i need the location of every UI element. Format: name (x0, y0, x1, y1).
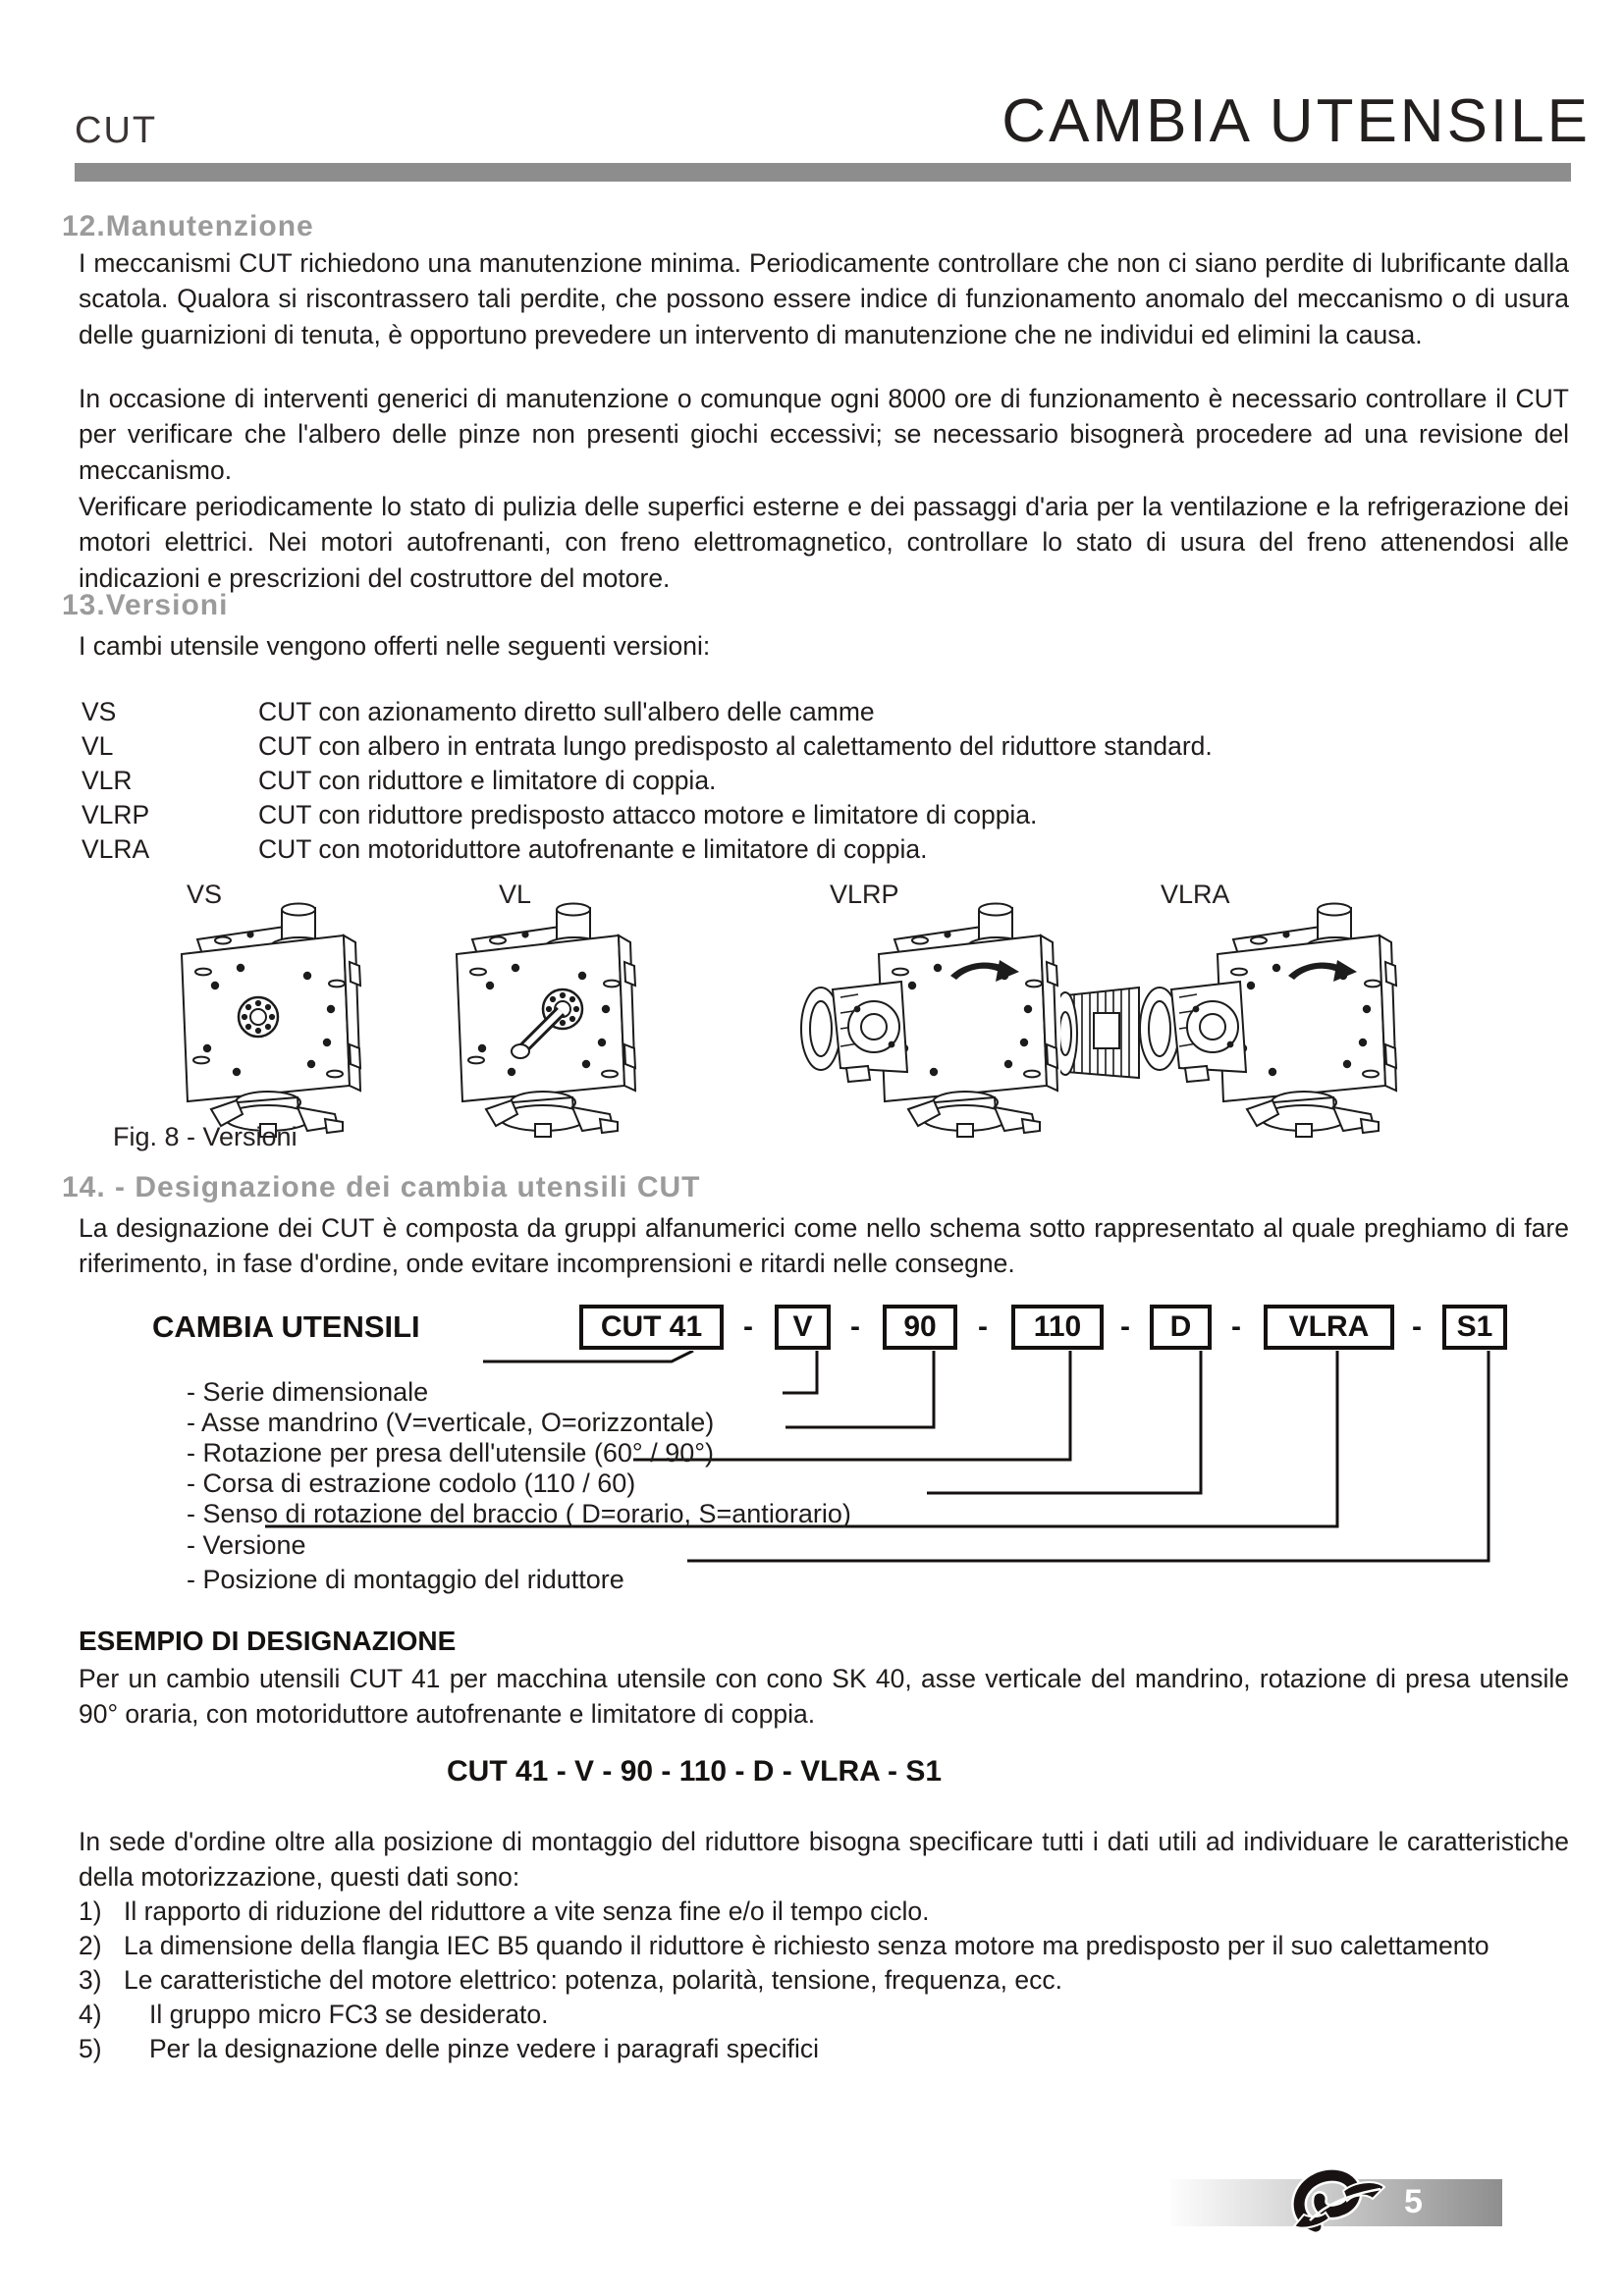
legend-asse-mandrino: - Asse mandrino (V=verticale, O=orizzontale) (187, 1408, 715, 1437)
list-item (81, 764, 1572, 798)
drawing-version-vlra (1060, 899, 1414, 1139)
designation-box-series: CUT 41 (579, 1305, 724, 1350)
version-desc: CUT con azionamento diretto sull'albero delle camme (258, 697, 875, 726)
maintenance-paragraph-1: I meccanismi CUT richiedono una manutenzione minima. Periodicamente controllare che non ci siano perdite di lubrificante dalla scatola. Qualora si riscontrassero tali perdite, che possono essere indice di funzionamento anomalo del meccanismo o di usura delle guarnizioni di tenuta, è opportuno prevedere un intervento di manutenzione che ne individui ed elimini la causa. (79, 248, 1569, 349)
figure-version-label-vs: VS (187, 880, 223, 909)
legend-versione: - Versione (187, 1530, 306, 1560)
section-heading-versioni: 13.Versioni (62, 589, 229, 621)
drawing-version-vl (417, 899, 682, 1139)
item-number: 3) (79, 1965, 102, 1995)
version-code: VLRP (81, 800, 150, 829)
designation-box-axis: V (775, 1305, 831, 1350)
list-item (79, 1963, 1569, 1998)
list-item (81, 798, 1572, 832)
item-number: 4) (79, 2000, 102, 2029)
example-body: Per un cambio utensili CUT 41 per macchina utensile con cono SK 40, asse verticale del mandrino, rotazione di presa utensile 90° oraria, con motoriduttore autofrenante e limitatore di coppia. (79, 1664, 1569, 1730)
page-title: CAMBIA UTENSILE (1001, 87, 1591, 155)
designation-separator: - (1120, 1310, 1130, 1343)
order-list (79, 1895, 1569, 2066)
version-desc: CUT con albero in entrata lungo predisposto al calettamento del riduttore standard. (258, 731, 1213, 761)
list-item (79, 1895, 1569, 1929)
figure-version-label-vlra: VLRA (1161, 880, 1230, 909)
designation-box-mounting: S1 (1442, 1305, 1507, 1350)
list-item (79, 1998, 1569, 2032)
footer-bar (1170, 2179, 1502, 2226)
figure-version-label-vlrp: VLRP (830, 880, 899, 909)
legend-senso-rotazione: - Senso di rotazione del braccio ( D=orario, S=antiorario) (187, 1499, 851, 1528)
list-item (79, 1929, 1569, 1963)
section-heading-manutenzione: 12.Manutenzione (62, 210, 314, 242)
list-item (81, 832, 1572, 867)
drawing-version-vlrp (785, 899, 1090, 1139)
page-number: 5 (1404, 2183, 1423, 2220)
header-product-code: CUT (75, 110, 158, 151)
list-item (81, 695, 1572, 729)
versions-list (81, 695, 1572, 867)
version-code: VS (81, 697, 117, 726)
legend-serie: - Serie dimensionale (187, 1377, 429, 1407)
designation-separator: - (1231, 1310, 1241, 1343)
designation-box-direction: D (1150, 1305, 1212, 1350)
version-code: VL (81, 731, 114, 761)
list-item (79, 2032, 1569, 2066)
item-text: Le caratteristiche del motore elettrico: potenza, polarità, tensione, frequenza, ecc. (124, 1965, 1063, 1995)
maintenance-paragraph-2: In occasione di interventi generici di manutenzione o comunque ogni 8000 ore di funzionamento è necessario controllare il CUT per verificare che l'albero delle pinze non presenti giochi eccessivi; se necessario bisognerà procedere ad una revisione del meccanismo. (79, 384, 1569, 485)
example-designation-code: CUT 41 - V - 90 - 110 - D - VLRA - S1 (447, 1755, 943, 1788)
designation-box-stroke: 110 (1011, 1305, 1104, 1350)
drawing-version-vs (142, 899, 407, 1139)
designation-separator: - (1412, 1310, 1422, 1343)
item-text: Il gruppo micro FC3 se desiderato. (149, 2000, 549, 2029)
designation-separator: - (850, 1310, 860, 1343)
designation-box-version: VLRA (1264, 1305, 1394, 1350)
versions-intro: I cambi utensile vengono offerti nelle seguenti versioni: (79, 631, 711, 661)
brand-logo-icon (1286, 2165, 1394, 2240)
order-intro: In sede d'ordine oltre alla posizione di montaggio del riduttore bisogna specificare tutti i dati utili ad individuare le caratteristiche della motorizzazione, questi dati sono: (79, 1827, 1569, 1893)
version-desc: CUT con riduttore predisposto attacco motore e limitatore di coppia. (258, 800, 1038, 829)
item-number: 2) (79, 1931, 102, 1960)
figure-caption: Fig. 8 - Versioni (113, 1122, 298, 1151)
designation-separator: - (743, 1310, 753, 1343)
header-rule (75, 163, 1571, 182)
example-heading: ESEMPIO DI DESIGNAZIONE (79, 1626, 457, 1656)
version-code: VLR (81, 766, 133, 795)
list-item (81, 729, 1572, 764)
maintenance-paragraph-3: Verificare periodicamente lo stato di pulizia delle superfici esterne e dei passaggi d'aria per la ventilazione e la refrigerazione dei motori elettrici. Nei motori autofrenanti, con freno elettromagnetico, controllare lo stato di usura del freno attenendosi alle indicazioni e prescrizioni del costruttore del motore. (79, 492, 1569, 593)
legend-rotazione: - Rotazione per presa dell'utensile (60° / 90°) (187, 1438, 715, 1468)
designation-box-rotation: 90 (883, 1305, 957, 1350)
item-number: 5) (79, 2034, 102, 2063)
designation-separator: - (978, 1310, 988, 1343)
version-desc: CUT con riduttore e limitatore di coppia. (258, 766, 717, 795)
designation-intro: La designazione dei CUT è composta da gruppi alfanumerici come nello schema sotto rappresentato al quale preghiamo di fare riferimento, in fase d'ordine, onde evitare incomprensioni e ritardi nelle consegne. (79, 1213, 1569, 1279)
legend-corsa: - Corsa di estrazione codolo (110 / 60) (187, 1468, 636, 1498)
version-desc: CUT con motoriduttore autofrenante e limitatore di coppia. (258, 834, 928, 864)
item-text: Per la designazione delle pinze vedere i paragrafi specifici (149, 2034, 820, 2063)
schema-title: CAMBIA UTENSILI (152, 1309, 420, 1344)
item-number: 1) (79, 1896, 102, 1926)
item-text: La dimensione della flangia IEC B5 quando il riduttore è richiesto senza motore ma predisposto per il suo calettamento (124, 1931, 1489, 1960)
figure-version-label-vl: VL (499, 880, 532, 909)
item-text: Il rapporto di riduzione del riduttore a vite senza fine e/o il tempo ciclo. (124, 1896, 930, 1926)
legend-posizione-montaggio: - Posizione di montaggio del riduttore (187, 1565, 624, 1594)
version-code: VLRA (81, 834, 150, 864)
section-heading-designazione: 14. - Designazione dei cambia utensili CUT (62, 1171, 701, 1203)
